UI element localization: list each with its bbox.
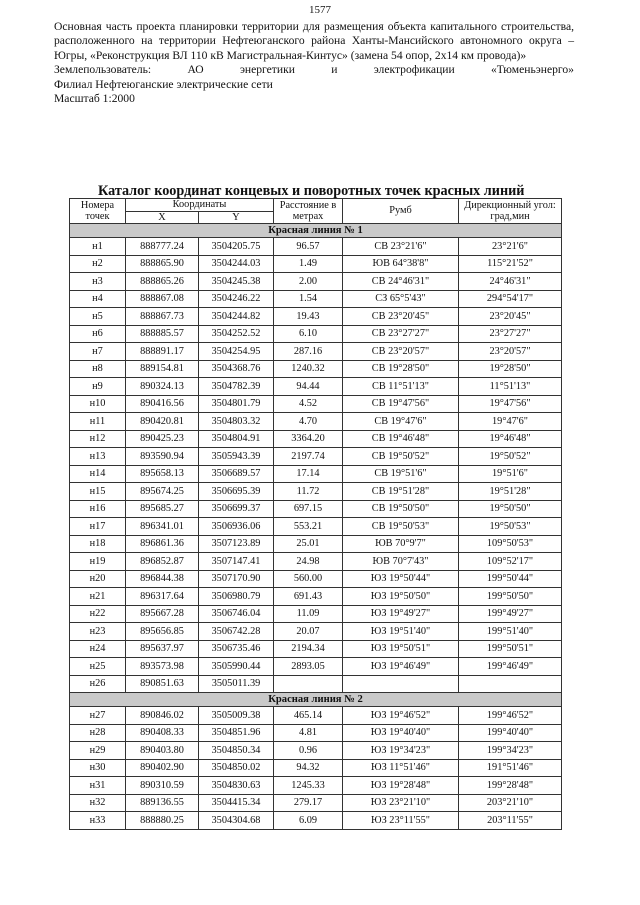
point-number-cell: н4 <box>70 290 126 308</box>
point-number-cell: н20 <box>70 570 126 588</box>
distance-cell: 465.14 <box>274 707 343 725</box>
rhumb-cell: СВ 19°51'28" <box>343 483 459 501</box>
point-number-cell: н30 <box>70 759 126 777</box>
rhumb-cell: ЮЗ 19°49'27" <box>343 605 459 623</box>
rhumb-cell: ЮЗ 19°50'44" <box>343 570 459 588</box>
coord-y-cell: 3507147.41 <box>199 553 274 571</box>
table-row <box>70 273 562 291</box>
coord-y-cell: 3504368.76 <box>199 360 274 378</box>
coord-x-cell: 888891.17 <box>126 343 199 361</box>
distance-cell: 94.44 <box>274 378 343 396</box>
point-number-cell: н27 <box>70 707 126 725</box>
distance-cell: 96.57 <box>274 238 343 256</box>
bearing-cell: 19°50'50" <box>459 500 562 518</box>
rhumb-cell: СВ 19°46'48" <box>343 430 459 448</box>
rhumb-cell: СВ 19°50'50" <box>343 500 459 518</box>
table-row <box>70 623 562 641</box>
coord-y-cell: 3504851.96 <box>199 724 274 742</box>
point-number-cell: н7 <box>70 343 126 361</box>
table-row <box>70 553 562 571</box>
coord-x-cell: 890402.90 <box>126 759 199 777</box>
rhumb-cell: ЮЗ 19°46'49" <box>343 658 459 676</box>
owner-word: и <box>331 63 338 77</box>
section-header <box>70 693 562 707</box>
distance-cell: 6.10 <box>274 325 343 343</box>
bearing-cell: 19°47'56" <box>459 395 562 413</box>
bearing-cell: 199°50'51" <box>459 640 562 658</box>
coord-y-cell: 3505943.39 <box>199 448 274 466</box>
distance-cell: 4.81 <box>274 724 343 742</box>
rhumb-cell: СВ 19°28'50" <box>343 360 459 378</box>
table-row <box>70 640 562 658</box>
distance-cell: 0.96 <box>274 742 343 760</box>
bearing-cell: 24°46'31" <box>459 273 562 291</box>
table-row <box>70 605 562 623</box>
bearing-cell: 115°21'52" <box>459 255 562 273</box>
section-header <box>70 224 562 238</box>
rhumb-cell: СЗ 65°5'43" <box>343 290 459 308</box>
bearing-cell: 23°21'6" <box>459 238 562 256</box>
branch-name: Филиал Нефтеюганские электрические сети <box>54 77 273 91</box>
rhumb-cell: СВ 19°50'53" <box>343 518 459 536</box>
owner-word: АО <box>187 63 204 77</box>
rhumb-cell: ЮЗ 19°46'52" <box>343 707 459 725</box>
table-row <box>70 465 562 483</box>
table-row <box>70 570 562 588</box>
project-description: Основная часть проекта планировки территории для размещения объекта капитального строительства, расположенного на территории Нефтеюганского района Ханты-Мансийского автономного округа – Югры, «Реконструкция ВЛ 110 кВ Магистральная-Кинтус» (замена 54 опор, 2х14 км провода)» <box>54 20 574 62</box>
point-number-cell: н23 <box>70 623 126 641</box>
point-number-cell: н22 <box>70 605 126 623</box>
bearing-cell: 199°50'50" <box>459 588 562 606</box>
coord-y-cell: 3504244.03 <box>199 255 274 273</box>
coord-x-cell: 890310.59 <box>126 777 199 795</box>
table-row <box>70 255 562 273</box>
coord-x-cell: 895658.13 <box>126 465 199 483</box>
rhumb-cell: ЮВ 64°38'8" <box>343 255 459 273</box>
owner-word: «Тюменьэнерго» <box>491 63 574 77</box>
header-bearing: Дирекционный угол: град,мин <box>459 199 562 224</box>
table-row <box>70 325 562 343</box>
table-row <box>70 430 562 448</box>
distance-cell: 94.32 <box>274 759 343 777</box>
coord-x-cell: 893573.98 <box>126 658 199 676</box>
coord-x-cell: 888865.26 <box>126 273 199 291</box>
table-row <box>70 500 562 518</box>
rhumb-cell: СВ 24°46'31" <box>343 273 459 291</box>
coord-x-cell: 896341.01 <box>126 518 199 536</box>
table-row <box>70 413 562 431</box>
bearing-cell: 199°49'27" <box>459 605 562 623</box>
coord-y-cell: 3506735.46 <box>199 640 274 658</box>
owner-word: электрофикации <box>373 63 455 77</box>
rhumb-cell: СВ 23°20'45" <box>343 308 459 326</box>
coord-x-cell: 888867.08 <box>126 290 199 308</box>
point-number-cell: н8 <box>70 360 126 378</box>
land-user-line <box>54 63 574 77</box>
distance-cell: 2197.74 <box>274 448 343 466</box>
header-point-no: Номера точек <box>70 199 126 224</box>
coord-x-cell: 896844.38 <box>126 570 199 588</box>
coord-y-cell: 3504252.52 <box>199 325 274 343</box>
distance-cell: 2.00 <box>274 273 343 291</box>
bearing-cell: 199°46'49" <box>459 658 562 676</box>
point-number-cell: н11 <box>70 413 126 431</box>
coord-y-cell: 3504304.68 <box>199 812 274 830</box>
distance-cell: 20.07 <box>274 623 343 641</box>
coord-y-cell: 3504254.95 <box>199 343 274 361</box>
rhumb-cell: ЮЗ 19°28'48" <box>343 777 459 795</box>
point-number-cell: н14 <box>70 465 126 483</box>
coord-x-cell: 890425.23 <box>126 430 199 448</box>
table-row <box>70 308 562 326</box>
coord-x-cell: 896852.87 <box>126 553 199 571</box>
coord-y-cell: 3506689.57 <box>199 465 274 483</box>
distance-cell: 697.15 <box>274 500 343 518</box>
coord-x-cell: 895674.25 <box>126 483 199 501</box>
table-row <box>70 448 562 466</box>
point-number-cell: н15 <box>70 483 126 501</box>
coord-y-cell: 3506695.39 <box>199 483 274 501</box>
point-number-cell: н18 <box>70 535 126 553</box>
bearing-cell: 19°51'6" <box>459 465 562 483</box>
bearing-cell: 19°46'48" <box>459 430 562 448</box>
table-row <box>70 360 562 378</box>
point-number-cell: н1 <box>70 238 126 256</box>
coord-y-cell: 3506980.79 <box>199 588 274 606</box>
table-row <box>70 812 562 830</box>
point-number-cell: н5 <box>70 308 126 326</box>
distance-cell: 279.17 <box>274 794 343 812</box>
coord-y-cell: 3504850.34 <box>199 742 274 760</box>
coord-x-cell: 889136.55 <box>126 794 199 812</box>
table-row <box>70 707 562 725</box>
point-number-cell: н31 <box>70 777 126 795</box>
bearing-cell: 199°40'40" <box>459 724 562 742</box>
bearing-cell: 19°47'6" <box>459 413 562 431</box>
header-x: X <box>126 211 199 224</box>
distance-cell: 4.70 <box>274 413 343 431</box>
coord-y-cell: 3506936.06 <box>199 518 274 536</box>
rhumb-cell: ЮЗ 11°51'46" <box>343 759 459 777</box>
coord-x-cell: 888885.57 <box>126 325 199 343</box>
point-number-cell: н2 <box>70 255 126 273</box>
coord-y-cell: 3504804.91 <box>199 430 274 448</box>
bearing-cell: 19°28'50" <box>459 360 562 378</box>
point-number-cell: н21 <box>70 588 126 606</box>
point-number-cell: н24 <box>70 640 126 658</box>
rhumb-cell: ЮЗ 23°21'10" <box>343 794 459 812</box>
coord-x-cell: 893590.94 <box>126 448 199 466</box>
section-title: Красная линия № 2 <box>70 693 562 707</box>
rhumb-cell: СВ 23°20'57" <box>343 343 459 361</box>
coord-y-cell: 3504782.39 <box>199 378 274 396</box>
coord-x-cell: 888865.90 <box>126 255 199 273</box>
header-y: Y <box>199 211 274 224</box>
coordinates-table <box>69 198 562 830</box>
scale-label: Масштаб 1:2000 <box>54 92 135 106</box>
bearing-cell: 23°20'57" <box>459 343 562 361</box>
distance-cell: 1.54 <box>274 290 343 308</box>
section-title: Красная линия № 1 <box>70 224 562 238</box>
bearing-cell: 23°20'45" <box>459 308 562 326</box>
table-row <box>70 777 562 795</box>
point-number-cell: н9 <box>70 378 126 396</box>
distance-cell <box>274 675 343 693</box>
distance-cell: 2893.05 <box>274 658 343 676</box>
table-row <box>70 742 562 760</box>
coord-x-cell: 890324.13 <box>126 378 199 396</box>
point-number-cell: н3 <box>70 273 126 291</box>
coord-x-cell: 896317.64 <box>126 588 199 606</box>
rhumb-cell: ЮВ 70°9'7" <box>343 535 459 553</box>
coord-y-cell: 3507123.89 <box>199 535 274 553</box>
rhumb-cell: СВ 19°51'6" <box>343 465 459 483</box>
distance-cell: 6.09 <box>274 812 343 830</box>
bearing-cell: 203°11'55" <box>459 812 562 830</box>
coord-y-cell: 3504415.34 <box>199 794 274 812</box>
distance-cell: 287.16 <box>274 343 343 361</box>
rhumb-cell <box>343 675 459 693</box>
bearing-cell: 199°50'44" <box>459 570 562 588</box>
distance-cell: 11.09 <box>274 605 343 623</box>
rhumb-cell: СВ 23°21'6" <box>343 238 459 256</box>
distance-cell: 1245.33 <box>274 777 343 795</box>
distance-cell: 24.98 <box>274 553 343 571</box>
bearing-cell: 199°28'48" <box>459 777 562 795</box>
coord-y-cell: 3504244.82 <box>199 308 274 326</box>
rhumb-cell: СВ 23°27'27" <box>343 325 459 343</box>
bearing-cell: 199°51'40" <box>459 623 562 641</box>
coord-y-cell: 3506699.37 <box>199 500 274 518</box>
bearing-cell: 191°51'46" <box>459 759 562 777</box>
header-rhumb: Румб <box>343 199 459 224</box>
distance-cell: 11.72 <box>274 483 343 501</box>
bearing-cell: 23°27'27" <box>459 325 562 343</box>
point-number-cell: н26 <box>70 675 126 693</box>
table-row <box>70 518 562 536</box>
distance-cell: 25.01 <box>274 535 343 553</box>
coord-x-cell: 895667.28 <box>126 605 199 623</box>
table-row <box>70 238 562 256</box>
point-number-cell: н32 <box>70 794 126 812</box>
bearing-cell: 199°34'23" <box>459 742 562 760</box>
coord-y-cell: 3504803.32 <box>199 413 274 431</box>
table-row <box>70 658 562 676</box>
coord-y-cell: 3504801.79 <box>199 395 274 413</box>
coord-x-cell: 888867.73 <box>126 308 199 326</box>
table-row <box>70 483 562 501</box>
coord-y-cell: 3504246.22 <box>199 290 274 308</box>
coord-x-cell: 895656.85 <box>126 623 199 641</box>
coord-x-cell: 890408.33 <box>126 724 199 742</box>
coord-x-cell: 890851.63 <box>126 675 199 693</box>
table-row <box>70 343 562 361</box>
distance-cell: 553.21 <box>274 518 343 536</box>
coord-x-cell: 890420.81 <box>126 413 199 431</box>
table-row <box>70 724 562 742</box>
rhumb-cell: ЮЗ 19°34'23" <box>343 742 459 760</box>
coord-y-cell: 3504245.38 <box>199 273 274 291</box>
bearing-cell: 294°54'17" <box>459 290 562 308</box>
coord-x-cell: 890403.80 <box>126 742 199 760</box>
coord-x-cell: 890416.56 <box>126 395 199 413</box>
coord-x-cell: 888777.24 <box>126 238 199 256</box>
distance-cell: 1240.32 <box>274 360 343 378</box>
point-number-cell: н16 <box>70 500 126 518</box>
distance-cell: 3364.20 <box>274 430 343 448</box>
point-number-cell: н13 <box>70 448 126 466</box>
point-number-cell: н28 <box>70 724 126 742</box>
coord-y-cell: 3507170.90 <box>199 570 274 588</box>
distance-cell: 19.43 <box>274 308 343 326</box>
distance-cell: 1.49 <box>274 255 343 273</box>
point-number-cell: н12 <box>70 430 126 448</box>
rhumb-cell: СВ 19°50'52" <box>343 448 459 466</box>
bearing-cell: 203°21'10" <box>459 794 562 812</box>
owner-word: энергетики <box>239 63 295 77</box>
table-row <box>70 794 562 812</box>
page-number: 1577 <box>309 4 331 16</box>
point-number-cell: н25 <box>70 658 126 676</box>
distance-cell: 560.00 <box>274 570 343 588</box>
coord-y-cell: 3505009.38 <box>199 707 274 725</box>
bearing-cell: 11°51'13" <box>459 378 562 396</box>
bearing-cell: 199°46'52" <box>459 707 562 725</box>
coord-y-cell: 3506742.28 <box>199 623 274 641</box>
coord-x-cell: 896861.36 <box>126 535 199 553</box>
rhumb-cell: СВ 19°47'56" <box>343 395 459 413</box>
point-number-cell: н10 <box>70 395 126 413</box>
table-body <box>70 224 562 830</box>
coord-x-cell: 895685.27 <box>126 500 199 518</box>
rhumb-cell: ЮЗ 19°40'40" <box>343 724 459 742</box>
coord-y-cell: 3505990.44 <box>199 658 274 676</box>
coord-x-cell: 890846.02 <box>126 707 199 725</box>
table-row <box>70 535 562 553</box>
owner-word: Землепользователь: <box>54 63 152 77</box>
bearing-cell: 19°50'52" <box>459 448 562 466</box>
coord-y-cell: 3505011.39 <box>199 675 274 693</box>
point-number-cell: н29 <box>70 742 126 760</box>
coord-x-cell: 888880.25 <box>126 812 199 830</box>
point-number-cell: н17 <box>70 518 126 536</box>
rhumb-cell: СВ 19°47'6" <box>343 413 459 431</box>
coord-x-cell: 895637.97 <box>126 640 199 658</box>
table-row <box>70 759 562 777</box>
bearing-cell <box>459 675 562 693</box>
rhumb-cell: ЮЗ 19°51'40" <box>343 623 459 641</box>
document-intro <box>54 20 574 106</box>
rhumb-cell: ЮЗ 23°11'55" <box>343 812 459 830</box>
catalog-title: Каталог координат концевых и поворотных точек красных линий <box>98 183 525 199</box>
rhumb-cell: ЮЗ 19°50'51" <box>343 640 459 658</box>
header-distance: Расстояние в метрах <box>274 199 343 224</box>
table-row <box>70 395 562 413</box>
header-coordinates: Координаты <box>126 199 274 212</box>
point-number-cell: н33 <box>70 812 126 830</box>
distance-cell: 17.14 <box>274 465 343 483</box>
rhumb-cell: ЮВ 70°7'43" <box>343 553 459 571</box>
table-row <box>70 588 562 606</box>
coord-y-cell: 3506746.04 <box>199 605 274 623</box>
bearing-cell: 19°51'28" <box>459 483 562 501</box>
point-number-cell: н6 <box>70 325 126 343</box>
table-row <box>70 675 562 693</box>
point-number-cell: н19 <box>70 553 126 571</box>
bearing-cell: 109°50'53" <box>459 535 562 553</box>
coord-y-cell: 3504830.63 <box>199 777 274 795</box>
table-row <box>70 378 562 396</box>
distance-cell: 2194.34 <box>274 640 343 658</box>
bearing-cell: 109°52'17" <box>459 553 562 571</box>
coord-y-cell: 3504850.02 <box>199 759 274 777</box>
table-row <box>70 290 562 308</box>
coord-x-cell: 889154.81 <box>126 360 199 378</box>
distance-cell: 691.43 <box>274 588 343 606</box>
distance-cell: 4.52 <box>274 395 343 413</box>
bearing-cell: 19°50'53" <box>459 518 562 536</box>
coord-y-cell: 3504205.75 <box>199 238 274 256</box>
rhumb-cell: ЮЗ 19°50'50" <box>343 588 459 606</box>
rhumb-cell: СВ 11°51'13" <box>343 378 459 396</box>
